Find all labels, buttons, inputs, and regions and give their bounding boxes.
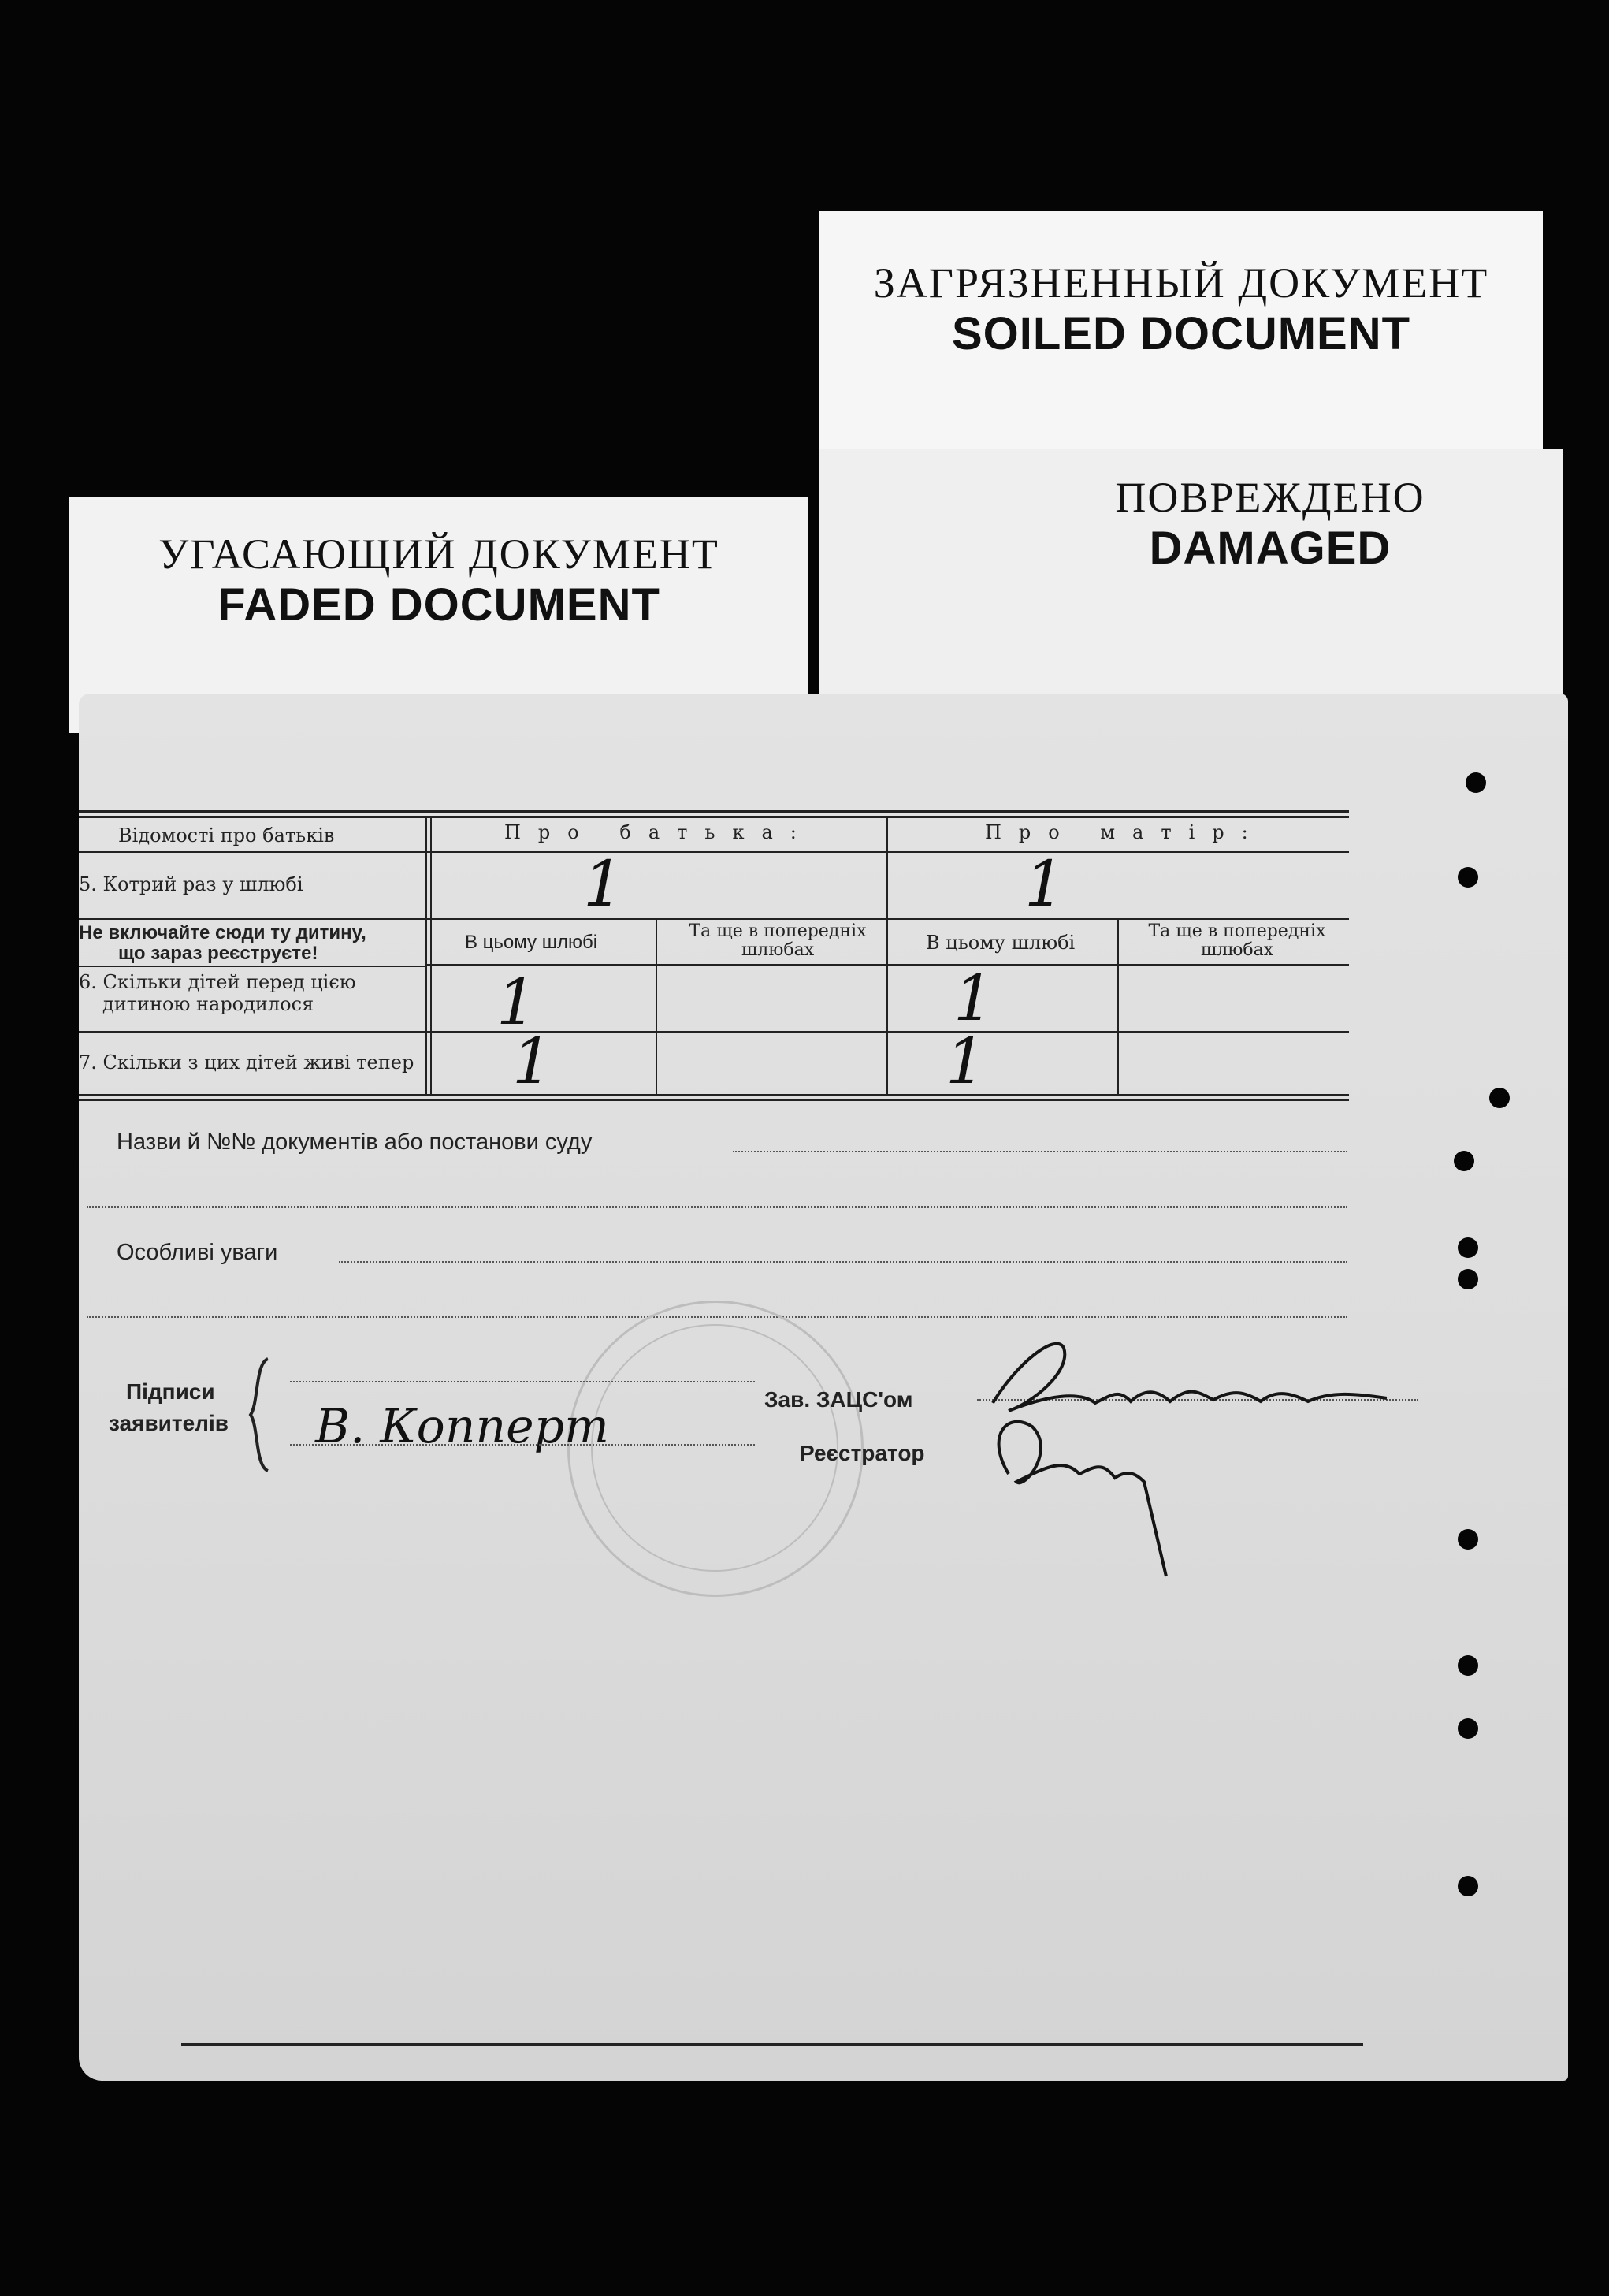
applicant-signature-line-1 xyxy=(290,1381,755,1382)
applicant-signature: В. Копперт xyxy=(315,1399,609,1454)
table-rule xyxy=(79,851,1349,853)
registrar-label: Реєстратор xyxy=(800,1441,925,1465)
documents-field-label: Назви й №№ документів або постанови суду xyxy=(117,1129,593,1155)
table-vrule xyxy=(656,918,657,1096)
remarks-dotted-line xyxy=(339,1261,1347,1263)
table-rule xyxy=(79,966,425,967)
subheader-previous-father: Та ще в попередніх шлюбах xyxy=(689,921,867,960)
table-vrule xyxy=(425,816,427,1096)
applicants-label-line2: заявителів xyxy=(109,1411,229,1435)
punch-hole xyxy=(1458,1655,1478,1676)
table-bottom-rule-2 xyxy=(79,1099,1349,1101)
table-top-rule-2 xyxy=(79,816,1349,818)
header-parents-info: Відомості про батьків xyxy=(118,824,335,847)
damaged-document-card xyxy=(819,449,1563,733)
row6-label-line1: 6. Скільки дітей перед цією xyxy=(79,971,356,993)
table-vrule xyxy=(1117,918,1119,1096)
faded-label-en: FADED DOCUMENT xyxy=(217,579,660,631)
table-vrule xyxy=(886,816,888,1096)
punch-hole xyxy=(1466,772,1486,793)
row6-label-line2: дитиною народилося xyxy=(102,993,314,1015)
row5-label: 5. Котрий раз у шлюбі xyxy=(79,873,303,895)
applicants-label-line1: Підписи xyxy=(126,1379,215,1404)
table-top-rule xyxy=(79,810,1349,813)
punch-hole xyxy=(1458,1237,1478,1258)
punch-hole xyxy=(1458,1269,1478,1289)
header-father: Про батька: xyxy=(504,821,814,843)
documents-dotted-line xyxy=(733,1151,1347,1152)
soiled-label-en: SOILED DOCUMENT xyxy=(951,308,1411,359)
row6-mother-value: 1 xyxy=(953,962,994,1035)
punch-hole xyxy=(1458,867,1478,888)
row7-mother-value: 1 xyxy=(946,1025,986,1098)
punch-hole xyxy=(1458,1718,1478,1739)
subheader-previous-mother: Та ще в попередніх шлюбах xyxy=(1148,921,1326,960)
header-mother: Про матір: xyxy=(985,821,1265,843)
faded-label-ru: УГАСАЮЩИЙ ДОКУМЕНТ xyxy=(158,530,719,578)
document-sheet xyxy=(79,694,1568,2081)
note-line1: Не включайте сюди ту дитину, xyxy=(79,922,366,943)
row6-father-value: 1 xyxy=(496,966,537,1039)
subheader-this-marriage-father: В цьому шлюбі xyxy=(465,932,598,953)
remarks-field-label: Особливі уваги xyxy=(117,1240,278,1265)
table-rule xyxy=(79,918,1349,920)
applicant-signature-line-2 xyxy=(290,1444,755,1446)
subheader-this-marriage-mother: В цьому шлюбі xyxy=(926,932,1076,954)
damaged-label-en: DAMAGED xyxy=(1149,523,1392,574)
punch-hole xyxy=(1489,1088,1510,1108)
documents-dotted-line-2 xyxy=(87,1206,1347,1208)
applicants-brace xyxy=(247,1356,271,1474)
punch-hole xyxy=(1458,1529,1478,1550)
punch-hole xyxy=(1454,1151,1474,1171)
note-line2: що зараз реєструєте! xyxy=(118,943,318,964)
row7-label: 7. Скільки з цих дітей живі тепер xyxy=(79,1051,414,1074)
row7-father-value: 1 xyxy=(512,1025,552,1098)
head-signature-scribble xyxy=(961,1316,1450,1584)
row5-mother-value: 1 xyxy=(1024,847,1065,921)
table-bottom-rule xyxy=(79,1094,1349,1096)
damaged-label-ru: ПОВРЕЖДЕНО xyxy=(1115,474,1425,521)
sheet-bottom-rule xyxy=(181,2043,1363,2046)
punch-hole xyxy=(1458,1876,1478,1896)
soiled-label-ru: ЗАГРЯЗНЕННЫЙ ДОКУМЕНТ xyxy=(873,259,1489,307)
table-rule xyxy=(79,1031,1349,1033)
table-vrule xyxy=(430,816,432,1096)
head-office-label: Зав. ЗАЦС'ом xyxy=(764,1387,913,1412)
row5-father-value: 1 xyxy=(583,847,623,921)
